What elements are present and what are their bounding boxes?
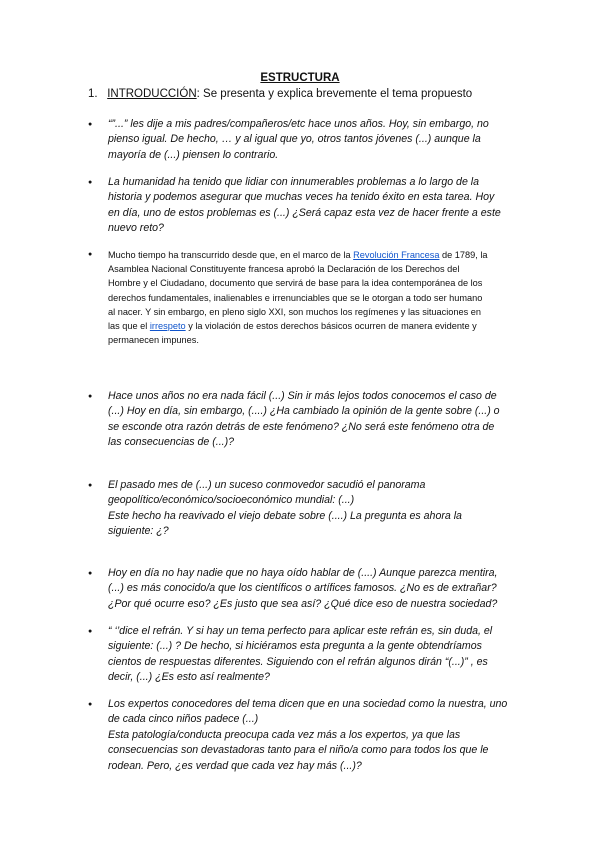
list-item-text: y la violación de estos derechos básicos ocurren de manera evidente y — [185, 321, 477, 332]
list-item-line: pienso igual. De hecho, … y al igual que yo, otros tantos jóvenes (...) aunque la — [108, 133, 481, 146]
list-item-line: (...) es más conocido/a que los científicos o artífices famosos. ¿No es de extrañar? — [108, 582, 497, 595]
list-item — [108, 175, 528, 237]
list-item-line: ● “”...” les dije a mis padres/compañeros/etc hace unos años. Hoy, sin embargo, no — [108, 118, 489, 130]
section-heading — [88, 88, 472, 100]
list-item — [108, 624, 528, 686]
list-item-line: consecuencias son devastadoras tanto para el niño/a como para todos los que le — [108, 744, 489, 757]
list-item-line: Esta patología/conducta preocupa cada vez más a los expertos, ya que las — [108, 728, 461, 741]
list-item — [108, 697, 528, 774]
list-item-line: ¿Por qué ocurre eso? ¿Es justo que sea así? ¿Qué dice eso de nuestra sociedad? — [108, 597, 498, 610]
list-item-line: ● La humanidad ha tenido que lidiar con innumerables problemas a lo largo de la — [108, 176, 480, 188]
section-heading-title: INTRODUCCIÓN — [107, 88, 197, 100]
list-item-line: ● Hoy en día no hay nadie que no haya oído hablar de (....) Aunque parezca mentira, — [108, 567, 498, 579]
list-item-text: Mucho tiempo ha transcurrido desde que, en el marco de la — [108, 250, 354, 260]
list-item-line — [108, 248, 528, 262]
list-item-line: geopolítico/económico/socioeconómico mundial: (...) — [108, 494, 355, 507]
list-item-line: se esconde otra razón detrás de este fenómeno? ¿No será este fenómeno otra de — [108, 420, 495, 433]
list-item-line: cientos de respuestas diferentes. Siguiendo con el refrán algunos dirán “(...)” , es — [108, 655, 488, 668]
list-item-line: ● “ ‘’dice el refrán. Y si hay un tema perfecto para aplicar este refrán es, sin duda, el — [108, 625, 493, 637]
list-item-text: de 1789, la — [439, 250, 488, 260]
list-item-line: Asamblea Nacional Constituyente francesa aprobó la Declaración de los Derechos del — [108, 264, 460, 275]
list-item-line: rodean. Pero, ¿es verdad que cada vez hay más (...)? — [108, 759, 362, 772]
list-item-line: Este hecho ha reavivado el viejo debate sobre (....) La pregunta es ahora la — [108, 509, 462, 522]
list-item-line — [108, 319, 528, 333]
list-item-line: nuevo reto? — [108, 222, 164, 235]
list-item-line: ● Hace unos años no era nada fácil (...) Sin ir más lejos todos conocemos el caso de — [108, 390, 497, 402]
list-item-line: en día, uno de estos problemas es (...) ¿Será capaz esta vez de hacer frente a este — [108, 206, 501, 219]
list-item-line: ● Los expertos conocedores del tema dicen que en una sociedad como la nuestra, uno — [108, 698, 508, 710]
list-item-line: mayoría de (...) piensen lo contrario. — [108, 148, 279, 161]
list-item-line: las consecuencias de (...)? — [108, 436, 235, 449]
list-item-line: ● El pasado mes de (...) un suceso conmovedor sacudió el panorama — [108, 479, 426, 491]
list-item-line: al nacer. Y sin embargo, en pleno siglo XXI, son muchos los regímenes y las situaciones en — [108, 306, 481, 317]
link-irrespeto[interactable]: irrespeto — [149, 321, 186, 332]
list-item-line: decir, (...) ¿Es esto así realmente? — [108, 671, 270, 684]
list-item-line: de cada cinco niños padece (...) — [108, 713, 259, 726]
list-item-line: historia y podemos asegurar que muchas veces ha tenido éxito en esta tarea. Hoy — [108, 191, 495, 204]
list-item — [108, 389, 528, 451]
list-item-line: siguiente: (...) ? De hecho, si hiciéramos esta pregunta a la gente obtendríamos — [108, 640, 482, 653]
list-item — [108, 248, 528, 347]
list-item-text: las que el — [108, 321, 150, 332]
list-item — [108, 117, 528, 163]
list-item-line: permanecen impunes. — [108, 335, 199, 346]
list-item-line: Hombre y el Ciudadano, documento que servirá de base para la idea contemporánea de los — [108, 278, 483, 289]
section-number: 1. — [88, 88, 98, 100]
list-item — [108, 478, 528, 540]
link-revolucion-francesa[interactable]: Revolución Francesa — [353, 250, 440, 260]
list-item-line: (...) Hoy en día, sin embargo, (....) ¿Ha cambiado la opinión de la gente sobre (...) o — [108, 405, 500, 418]
section-heading-description: : Se presenta y explica brevemente el tema propuesto — [196, 88, 473, 100]
list-item-line: derechos fundamentales, inalienables e irrenunciables que se le otorgan a todo ser humano — [108, 292, 483, 303]
list-item-line: siguiente: ¿? — [108, 525, 169, 538]
page-title: ESTRUCTURA — [260, 72, 340, 84]
list-item — [108, 566, 528, 612]
